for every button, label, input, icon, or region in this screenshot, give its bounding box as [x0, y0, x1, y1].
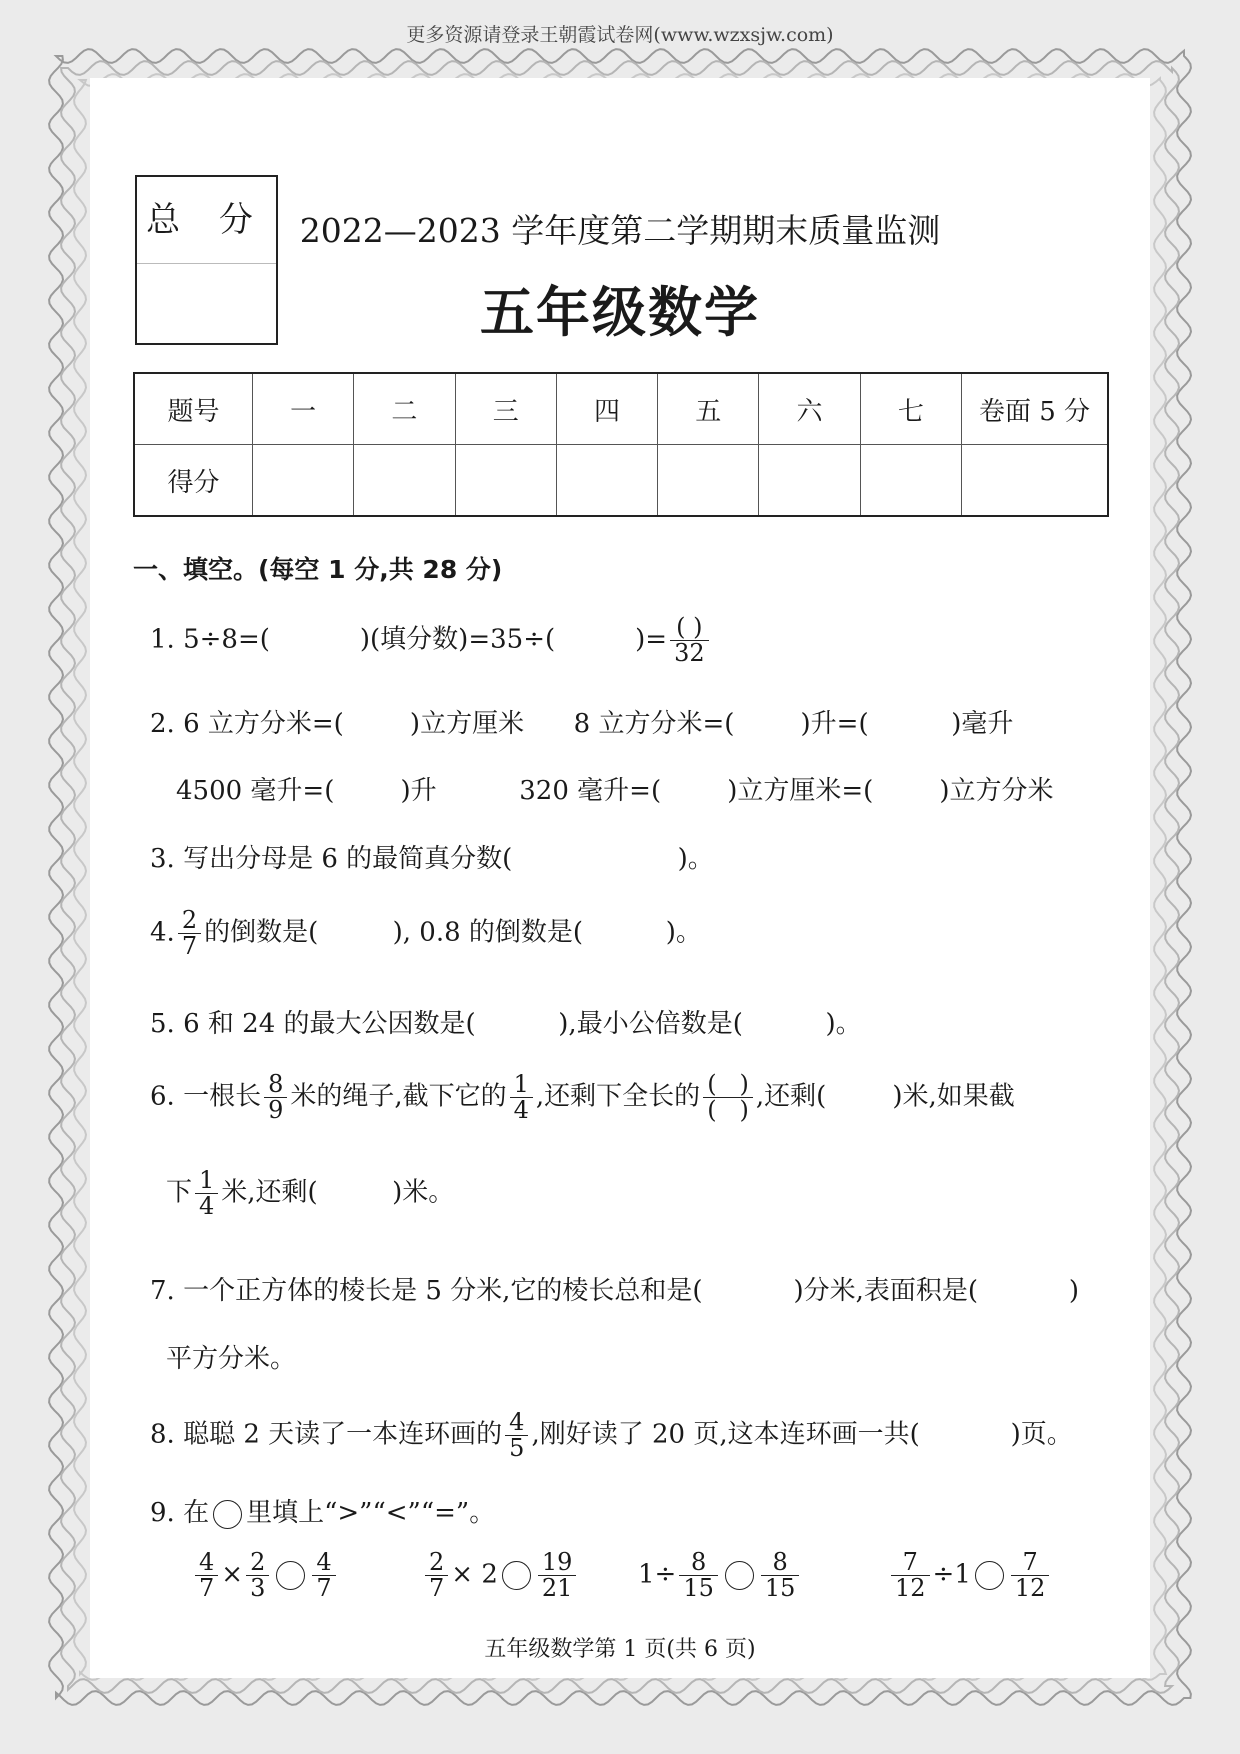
question-2 — [150, 703, 1013, 740]
compare-circle-icon — [213, 1500, 242, 1529]
fraction: $\frac{7}{12}$ — [891, 1550, 930, 1601]
question-9 — [150, 1492, 495, 1529]
fraction: $\frac{1}{4}$ — [195, 1168, 218, 1219]
question-6 — [150, 1072, 1015, 1123]
question-6-line-2 — [166, 1168, 454, 1219]
fraction: $\frac{4}{7}$ — [312, 1550, 335, 1601]
table-row — [134, 445, 1108, 517]
question-text: 米,还剩( )米。 — [221, 1177, 455, 1208]
question-text: )(填分数)=35÷( — [359, 624, 556, 655]
compare-expression-3 — [638, 1550, 802, 1601]
compare-circle-input[interactable] — [725, 1561, 754, 1590]
question-8 — [150, 1410, 1073, 1461]
column-header: 七 — [860, 373, 961, 445]
score-cell[interactable] — [556, 445, 657, 517]
question-text: 一个正方体的棱长是 5 分米,它的棱长总和是( )分米,表面积是( ) — [183, 1276, 1080, 1306]
question-text: 5÷8=( — [183, 624, 270, 655]
fraction: $\frac{4}{5}$ — [505, 1410, 528, 1461]
fraction: $\frac{7}{12}$ — [1011, 1550, 1050, 1601]
question-number: 3. — [150, 844, 175, 874]
operator: × — [221, 1559, 244, 1590]
question-number: 4. — [150, 917, 175, 948]
question-text: 6 立方分米=( )立方厘米 8 立方分米=( )升=( )毫升 — [183, 709, 1014, 739]
table-row — [134, 373, 1108, 445]
operator: × 2 — [451, 1559, 498, 1590]
column-header: 二 — [354, 373, 455, 445]
fraction: $\frac{4}{7}$ — [195, 1550, 218, 1601]
operator: 1÷ — [638, 1559, 677, 1590]
question-text: ,还剩下全长的 — [535, 1081, 701, 1112]
question-text: ,还剩( )米,如果截 — [755, 1081, 1015, 1112]
compare-expression-1 — [192, 1550, 339, 1601]
compare-expression-4 — [888, 1550, 1052, 1601]
score-cell[interactable] — [962, 445, 1109, 517]
column-header: 四 — [556, 373, 657, 445]
question-text: 一根长 — [183, 1081, 262, 1112]
question-text: ,刚好读了 20 页,这本连环画一共( )页。 — [531, 1419, 1073, 1450]
question-text: 的倒数是( ), 0.8 的倒数是( )。 — [204, 917, 702, 948]
fraction: $\frac{2}{3}$ — [246, 1550, 269, 1601]
question-3 — [150, 838, 714, 875]
compare-circle-input[interactable] — [975, 1561, 1004, 1590]
score-cell[interactable] — [455, 445, 556, 517]
row-header-score: 得分 — [134, 445, 253, 517]
page-footer: 五年级数学第 1 页(共 6 页) — [484, 1637, 756, 1662]
fraction: $\frac{8}{15}$ — [761, 1550, 800, 1601]
question-number: 1. — [150, 624, 175, 655]
question-text: 下 — [166, 1177, 193, 1208]
row-header-question: 题号 — [134, 373, 253, 445]
exam-subtitle: 2022—2023 学年度第二学期期末质量监测 — [299, 211, 941, 250]
question-number: 6. — [150, 1081, 175, 1112]
section-heading: 一、填空。(每空 1 分,共 28 分) — [133, 555, 503, 584]
question-2-line-2: 4500 毫升=( )升 320 毫升=( )立方厘米=( )立方分米 — [176, 776, 1054, 806]
fraction: $\frac{19}{21}$ — [538, 1550, 577, 1601]
column-header: 五 — [658, 373, 759, 445]
compare-circle-input[interactable] — [276, 1561, 305, 1590]
question-text: )= — [635, 624, 668, 655]
fraction: $\frac{1}{4}$ — [510, 1072, 533, 1123]
question-text: 米的绳子,截下它的 — [290, 1081, 507, 1112]
question-5 — [150, 1003, 862, 1040]
fraction: $\frac{8}{15}$ — [679, 1550, 718, 1601]
fraction: $\frac{2}{7}$ — [178, 908, 201, 959]
total-score-label: 总 分 — [137, 177, 276, 264]
fraction: $\frac{8}{9}$ — [264, 1072, 287, 1123]
question-number: 5. — [150, 1009, 175, 1039]
score-cell[interactable] — [759, 445, 860, 517]
question-text: 聪聪 2 天读了一本连环画的 — [183, 1419, 503, 1450]
fraction: $\frac{2}{7}$ — [425, 1550, 448, 1601]
score-table — [133, 372, 1109, 517]
question-text: 里填上“>”“<”“=”。 — [246, 1498, 496, 1528]
watermark: 更多资源请登录王朝霞试卷网(www.wzxsjw.com) — [406, 24, 834, 46]
question-4 — [150, 908, 702, 959]
score-cell[interactable] — [658, 445, 759, 517]
question-7-line-2: 平方分米。 — [166, 1344, 297, 1374]
question-text: 写出分母是 6 的最简真分数( )。 — [183, 844, 714, 874]
compare-expression-2 — [422, 1550, 579, 1601]
question-number: 8. — [150, 1419, 175, 1450]
question-number: 9. — [150, 1498, 175, 1528]
operator: ÷1 — [932, 1559, 971, 1590]
score-cell[interactable] — [354, 445, 455, 517]
question-number: 2. — [150, 709, 175, 739]
question-1 — [150, 615, 712, 666]
question-7 — [150, 1270, 1079, 1307]
fraction: $\frac{( )}{32}$ — [670, 615, 709, 666]
score-cell[interactable] — [860, 445, 961, 517]
compare-circle-input[interactable] — [502, 1561, 531, 1590]
column-header: 六 — [759, 373, 860, 445]
column-header: 一 — [253, 373, 354, 445]
question-number: 7. — [150, 1276, 175, 1306]
exam-title: 五年级数学 — [480, 281, 760, 344]
fraction: $\frac{( )}{( )}$ — [703, 1072, 753, 1123]
question-text: 6 和 24 的最大公因数是( ),最小公倍数是( )。 — [183, 1009, 862, 1039]
score-cell[interactable] — [253, 445, 354, 517]
column-header: 卷面 5 分 — [962, 373, 1109, 445]
question-text: 在 — [183, 1498, 210, 1528]
column-header: 三 — [455, 373, 556, 445]
